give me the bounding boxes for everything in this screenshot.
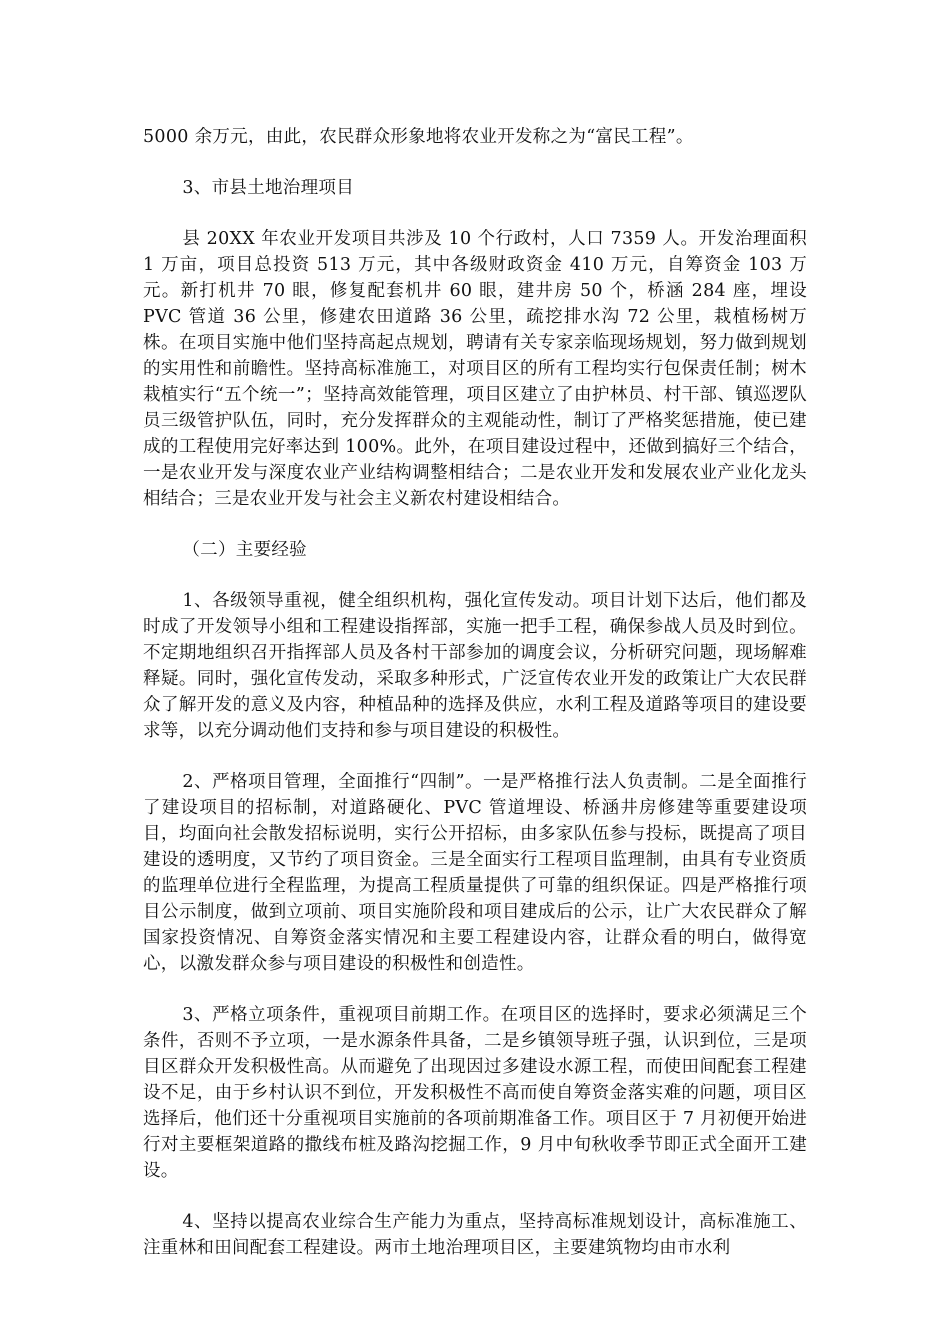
paragraph-continuation: 5000 余万元，由此，农民群众形象地将农业开发称之为“富民工程”。 [143, 127, 694, 147]
paragraph-experience-2: 2、严格项目管理，全面推行“四制”。一是严格推行法人负责制。二是全面推行了建设项目的招标制，对道路硬化、PVC 管道埋设、桥涵井房修建等重要建设项目，均面向社会散发招标说明，实行公开招标，由多家队伍参与投标，既提高了项目建设的透明度，又节约了项目资金。三是全面实行工程项目监理制，由具有专业资质的监理单位进行全程监理，为提高工程质量提供了可靠的组织保证。四是严格推行项目公示制度，做到立项前、项目实施阶段和项目建成后的公示，让广大农民群众了解国家投资情况、自筹资金落实情况和主要工程建设内容，让群众看的明白，做得宽心，以激发群众参与项目建设的积极性和创造性。 [143, 772, 807, 974]
paragraph-experience-4: 4、坚持以提高农业综合生产能力为重点，坚持高标准规划设计，高标准施工、注重林和田间配套工程建设。两市土地治理项目区，主要建筑物均由市水利 [143, 1212, 807, 1258]
paragraph-experience-3: 3、严格立项条件，重视项目前期工作。在项目区的选择时，要求必须满足三个条件，否则不予立项，一是水源条件具备，二是乡镇领导班子强，认识到位，三是项目区群众开发积极性高。从而避免了出现因过多建设水源工程，而使田间配套工程建设不足，由于乡村认识不到位，开发积极性不高而使自筹资金落实难的问题，项目区选择后，他们还十分重视项目实施前的各项前期准备工作。项目区于 7 月初便开始进行对主要框架道路的撒线布桩及路沟挖掘工作，9 月中旬秋收季节即正式全面开工建设。 [143, 1005, 807, 1181]
paragraph-experience-1: 1、各级领导重视，健全组织机构，强化宣传发动。项目计划下达后，他们都及时成了开发领导小组和工程建设指挥部，实施一把手工程，确保参战人员及时到位。不定期地组织召开指挥部人员及各村干部参加的调度会议，分析研究问题，现场解难释疑。同时，强化宣传发动，采取多种形式，广泛宣传农业开发的政策让广大农民群众了解开发的意义及内容，种植品种的选择及供应，水利工程及道路等项目的建设要求等，以充分调动他们支持和参与项目建设的积极性。 [143, 591, 807, 741]
section-heading-main-experience: （二）主要经验 [182, 540, 307, 560]
document-body [143, 124, 807, 1286]
section-heading-land-project: 3、市县土地治理项目 [182, 178, 355, 198]
paragraph-county-project: 县 20XX 年农业开发项目共涉及 10 个行政村，人口 7359 人。开发治理面积 1 万亩，项目总投资 513 万元，其中各级财政资金 410 万元，自筹资金 103 万元。新打机井 70 眼，修复配套机井 60 眼，建井房 50 个，桥涵 284 座，埋设 PVC 管道 36 公里，修建农田道路 36 公里，疏挖排水沟 72 公里，栽植杨树万株。在项目实施中他们坚持高起点规划，聘请有关专家亲临现场规划，努力做到规划的实用性和前瞻性。坚持高标准施工，对项目区的所有工程均实行包保责任制；树木栽植实行“五个统一”；坚持高效能管理，项目区建立了由护林员、村干部、镇巡逻队员三级管护队伍，同时，充分发挥群众的主观能动性，制订了严格奖惩措施，使已建成的工程使用完好率达到 100%。此外，在项目建设过程中，还做到搞好三个结合，一是农业开发与深度农业产业结构调整相结合；二是农业开发和发展农业产业化龙头相结合；三是农业开发与社会主义新农村建设相结合。 [143, 229, 807, 509]
